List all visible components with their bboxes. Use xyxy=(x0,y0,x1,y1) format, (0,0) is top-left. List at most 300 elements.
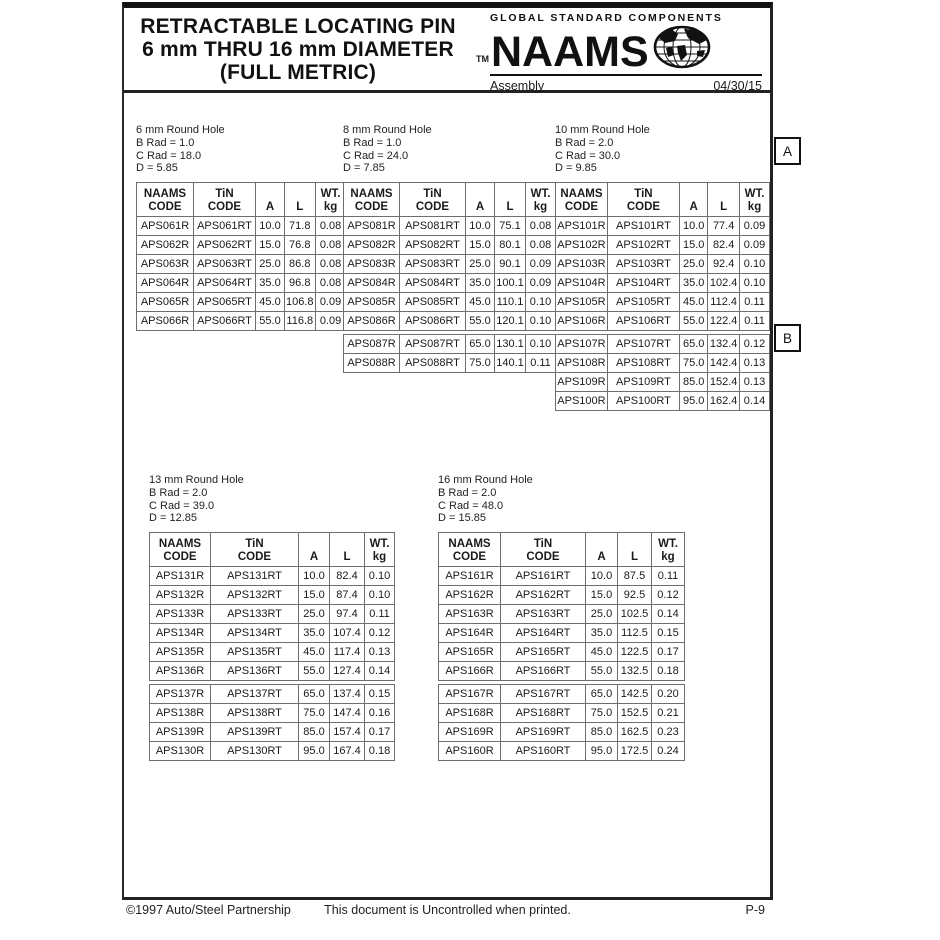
table-cell: APS165R xyxy=(439,643,501,662)
table-cell: 65.0 xyxy=(680,335,708,354)
parts-table-10mm xyxy=(555,182,770,411)
table-cell: 82.4 xyxy=(708,236,740,255)
column-header: L xyxy=(285,183,316,217)
table-row xyxy=(344,312,556,331)
table-row xyxy=(137,312,347,331)
table-cell: 85.0 xyxy=(299,723,330,742)
table-cell: 35.0 xyxy=(680,274,708,293)
table-cell: APS165RT xyxy=(501,643,586,662)
table-cell: 55.0 xyxy=(586,662,618,681)
column-header: A xyxy=(586,533,618,567)
table-cell: 0.10 xyxy=(740,274,770,293)
table-row xyxy=(556,255,770,274)
table-cell: 82.4 xyxy=(330,567,365,586)
column-header: NAAMS CODE xyxy=(150,533,211,567)
table-title: 10 mm Round Hole xyxy=(555,124,650,136)
table-cell: APS081RT xyxy=(400,217,466,236)
table-row xyxy=(137,255,347,274)
table-cell: 35.0 xyxy=(256,274,285,293)
table-cell: 0.08 xyxy=(315,217,346,236)
column-header: NAAMS CODE xyxy=(556,183,608,217)
column-header: TiN CODE xyxy=(194,183,256,217)
table-cell: 130.1 xyxy=(495,335,526,354)
column-header: L xyxy=(330,533,365,567)
table-cell: APS169R xyxy=(439,723,501,742)
table-row xyxy=(344,335,556,354)
column-header: WT. kg xyxy=(740,183,770,217)
table-cell: APS136R xyxy=(150,662,211,681)
table-cell: APS100R xyxy=(556,392,608,411)
table-cell: APS107R xyxy=(556,335,608,354)
table-cell: 0.15 xyxy=(652,624,685,643)
spec-line: B Rad = 2.0 xyxy=(149,486,208,499)
spec-line: B Rad = 1.0 xyxy=(343,136,402,149)
table-cell: 0.10 xyxy=(526,335,556,354)
table-cell: 106.8 xyxy=(285,293,316,312)
table-cell: APS138RT xyxy=(211,704,299,723)
table-info-10mm xyxy=(555,124,770,175)
spec-line: B Rad = 1.0 xyxy=(136,136,195,149)
table-row xyxy=(150,704,395,723)
table-cell: APS130R xyxy=(150,742,211,761)
table-cell: APS132R xyxy=(150,586,211,605)
table-group-13mm xyxy=(149,474,395,761)
page-title xyxy=(130,15,466,84)
table-cell: 147.4 xyxy=(330,704,365,723)
table-cell: 65.0 xyxy=(586,685,618,704)
table-cell: 142.4 xyxy=(708,354,740,373)
table-cell: APS131RT xyxy=(211,567,299,586)
table-cell: 132.5 xyxy=(618,662,652,681)
uncontrolled-notice: This document is Uncontrolled when printed. xyxy=(324,903,571,917)
table-row xyxy=(556,236,770,255)
table-row xyxy=(556,217,770,236)
table-cell: 0.17 xyxy=(365,723,395,742)
table-row xyxy=(344,236,556,255)
column-header: NAAMS CODE xyxy=(344,183,400,217)
table-cell: 35.0 xyxy=(466,274,495,293)
column-header: NAAMS CODE xyxy=(137,183,194,217)
table-cell: 127.4 xyxy=(330,662,365,681)
data-table xyxy=(343,182,556,331)
table-specs xyxy=(343,137,556,175)
table-cell: 0.20 xyxy=(652,685,685,704)
table-cell: APS162R xyxy=(439,586,501,605)
table-cell: 15.0 xyxy=(299,586,330,605)
spec-line: C Rad = 30.0 xyxy=(555,149,621,162)
data-table xyxy=(438,532,685,681)
column-header: WT. kg xyxy=(652,533,685,567)
table-cell: APS160RT xyxy=(501,742,586,761)
table-cell: 102.4 xyxy=(708,274,740,293)
column-header: TiN CODE xyxy=(501,533,586,567)
table-cell: 122.4 xyxy=(708,312,740,331)
table-cell: 85.0 xyxy=(680,373,708,392)
table-cell: 87.5 xyxy=(618,567,652,586)
data-table xyxy=(438,684,685,761)
table-cell: 142.5 xyxy=(618,685,652,704)
table-cell: 0.15 xyxy=(365,685,395,704)
table-row xyxy=(344,354,556,373)
table-cell: 152.4 xyxy=(708,373,740,392)
table-cell: 0.10 xyxy=(526,312,556,331)
table-cell: APS066R xyxy=(137,312,194,331)
table-cell: APS164RT xyxy=(501,624,586,643)
table-cell: 0.12 xyxy=(365,624,395,643)
table-cell: 112.4 xyxy=(708,293,740,312)
table-cell: APS162RT xyxy=(501,586,586,605)
table-row xyxy=(150,662,395,681)
table-cell: 107.4 xyxy=(330,624,365,643)
document-sheet xyxy=(122,2,773,900)
table-cell: 0.11 xyxy=(652,567,685,586)
spec-line: D = 12.85 xyxy=(149,512,198,525)
table-cell: APS101R xyxy=(556,217,608,236)
table-row xyxy=(556,354,770,373)
table-cell: 10.0 xyxy=(680,217,708,236)
table-cell: 25.0 xyxy=(680,255,708,274)
table-cell: APS062R xyxy=(137,236,194,255)
table-info-13mm xyxy=(149,474,395,525)
column-header: A xyxy=(256,183,285,217)
data-table xyxy=(555,334,770,411)
table-cell: APS109RT xyxy=(607,373,679,392)
table-cell: 15.0 xyxy=(586,586,618,605)
column-header: A xyxy=(299,533,330,567)
table-cell: 65.0 xyxy=(466,335,495,354)
table-cell: APS135R xyxy=(150,643,211,662)
table-row xyxy=(137,293,347,312)
table-cell: APS107RT xyxy=(607,335,679,354)
column-header: A xyxy=(466,183,495,217)
table-cell: APS065RT xyxy=(194,293,256,312)
table-row xyxy=(439,643,685,662)
table-cell: APS102RT xyxy=(607,236,679,255)
table-cell: 0.09 xyxy=(740,236,770,255)
table-cell: 122.5 xyxy=(618,643,652,662)
table-row xyxy=(150,567,395,586)
table-cell: APS161R xyxy=(439,567,501,586)
table-row xyxy=(439,586,685,605)
page-footer xyxy=(122,903,773,923)
table-specs xyxy=(149,487,395,525)
table-row xyxy=(150,742,395,761)
table-cell: 25.0 xyxy=(586,605,618,624)
table-cell: 45.0 xyxy=(466,293,495,312)
table-row xyxy=(439,605,685,624)
brand-row xyxy=(476,24,762,76)
table-cell: 80.1 xyxy=(495,236,526,255)
table-cell: APS132RT xyxy=(211,586,299,605)
spec-line: C Rad = 18.0 xyxy=(136,149,202,162)
table-cell: 35.0 xyxy=(586,624,618,643)
table-cell: 45.0 xyxy=(299,643,330,662)
table-cell: 100.1 xyxy=(495,274,526,293)
spec-line: D = 5.85 xyxy=(136,162,178,175)
table-cell: APS061R xyxy=(137,217,194,236)
table-cell: 75.0 xyxy=(680,354,708,373)
spec-line: B Rad = 2.0 xyxy=(555,136,614,149)
table-specs xyxy=(438,487,685,525)
table-cell: 55.0 xyxy=(680,312,708,331)
data-table xyxy=(149,684,395,761)
table-row xyxy=(439,624,685,643)
data-table xyxy=(555,182,770,331)
table-row xyxy=(556,312,770,331)
table-cell: 117.4 xyxy=(330,643,365,662)
column-header: L xyxy=(708,183,740,217)
table-cell: 0.18 xyxy=(652,662,685,681)
table-cell: 75.0 xyxy=(466,354,495,373)
table-cell: APS108R xyxy=(556,354,608,373)
table-row xyxy=(556,335,770,354)
table-cell: APS084R xyxy=(344,274,400,293)
copyright-text: ©1997 Auto/Steel Partnership xyxy=(126,903,291,917)
table-cell: APS082R xyxy=(344,236,400,255)
parts-table-13mm xyxy=(149,532,395,761)
table-cell: APS085R xyxy=(344,293,400,312)
table-cell: 0.09 xyxy=(526,274,556,293)
table-cell: 102.5 xyxy=(618,605,652,624)
table-cell: 162.5 xyxy=(618,723,652,742)
table-cell: 0.10 xyxy=(740,255,770,274)
table-cell: APS168RT xyxy=(501,704,586,723)
table-cell: APS064R xyxy=(137,274,194,293)
table-cell: 0.12 xyxy=(740,335,770,354)
data-table xyxy=(136,182,347,331)
table-cell: APS130RT xyxy=(211,742,299,761)
globe-icon xyxy=(652,24,712,75)
table-cell: APS133R xyxy=(150,605,211,624)
table-cell: APS105R xyxy=(556,293,608,312)
table-cell: 0.09 xyxy=(315,312,346,331)
table-row xyxy=(150,643,395,662)
spec-line: D = 15.85 xyxy=(438,512,487,525)
table-cell: 35.0 xyxy=(299,624,330,643)
table-row xyxy=(439,742,685,761)
table-info-16mm xyxy=(438,474,685,525)
table-cell: APS139RT xyxy=(211,723,299,742)
table-cell: APS082RT xyxy=(400,236,466,255)
column-header: L xyxy=(618,533,652,567)
table-cell: APS063R xyxy=(137,255,194,274)
table-cell: APS134R xyxy=(150,624,211,643)
table-cell: APS166RT xyxy=(501,662,586,681)
table-cell: 71.8 xyxy=(285,217,316,236)
naams-logo-block xyxy=(476,12,762,93)
table-cell: APS106R xyxy=(556,312,608,331)
table-cell: 15.0 xyxy=(256,236,285,255)
data-table xyxy=(149,532,395,681)
table-cell: APS087R xyxy=(344,335,400,354)
table-cell: APS163R xyxy=(439,605,501,624)
table-cell: 0.10 xyxy=(365,586,395,605)
table-cell: 25.0 xyxy=(466,255,495,274)
table-cell: APS105RT xyxy=(607,293,679,312)
table-cell: 97.4 xyxy=(330,605,365,624)
table-cell: 45.0 xyxy=(586,643,618,662)
table-row xyxy=(344,255,556,274)
spec-line: D = 9.85 xyxy=(555,162,597,175)
table-cell: APS064RT xyxy=(194,274,256,293)
spec-line: D = 7.85 xyxy=(343,162,385,175)
brand-name: NAAMS xyxy=(491,28,649,76)
table-cell: 0.16 xyxy=(365,704,395,723)
table-cell: 152.5 xyxy=(618,704,652,723)
table-row xyxy=(150,605,395,624)
table-cell: APS100RT xyxy=(607,392,679,411)
table-row xyxy=(439,662,685,681)
table-cell: 65.0 xyxy=(299,685,330,704)
table-title: 6 mm Round Hole xyxy=(136,124,225,136)
category-label: Assembly xyxy=(490,79,545,93)
table-title: 16 mm Round Hole xyxy=(438,474,533,486)
table-cell: 116.8 xyxy=(285,312,316,331)
table-cell: 132.4 xyxy=(708,335,740,354)
data-table xyxy=(343,334,556,373)
table-cell: APS063RT xyxy=(194,255,256,274)
spec-line: B Rad = 2.0 xyxy=(438,486,497,499)
table-cell: APS083RT xyxy=(400,255,466,274)
table-cell: APS101RT xyxy=(607,217,679,236)
revision-date: 04/30/15 xyxy=(713,79,762,93)
table-group-16mm xyxy=(438,474,685,761)
table-row xyxy=(439,567,685,586)
table-cell: 0.08 xyxy=(315,236,346,255)
table-cell: APS083R xyxy=(344,255,400,274)
table-cell: 95.0 xyxy=(299,742,330,761)
column-header: TiN CODE xyxy=(400,183,466,217)
spec-line: C Rad = 48.0 xyxy=(438,499,504,512)
table-cell: 15.0 xyxy=(680,236,708,255)
table-cell: 120.1 xyxy=(495,312,526,331)
table-cell: APS163RT xyxy=(501,605,586,624)
trademark-symbol: TM xyxy=(476,54,489,64)
table-cell: APS103R xyxy=(556,255,608,274)
table-cell: 95.0 xyxy=(680,392,708,411)
column-header: L xyxy=(495,183,526,217)
table-cell: 15.0 xyxy=(466,236,495,255)
parts-table-6mm xyxy=(136,182,347,331)
table-cell: 0.10 xyxy=(365,567,395,586)
table-cell: APS066RT xyxy=(194,312,256,331)
table-group-8mm xyxy=(343,124,556,373)
column-header: A xyxy=(680,183,708,217)
table-cell: APS134RT xyxy=(211,624,299,643)
table-row xyxy=(150,723,395,742)
table-cell: 77.4 xyxy=(708,217,740,236)
table-row xyxy=(344,293,556,312)
table-cell: APS084RT xyxy=(400,274,466,293)
table-cell: APS131R xyxy=(150,567,211,586)
table-row xyxy=(344,274,556,293)
table-cell: APS062RT xyxy=(194,236,256,255)
table-cell: APS167R xyxy=(439,685,501,704)
table-row xyxy=(150,586,395,605)
table-cell: 172.5 xyxy=(618,742,652,761)
table-cell: APS135RT xyxy=(211,643,299,662)
table-cell: APS065R xyxy=(137,293,194,312)
table-cell: 55.0 xyxy=(466,312,495,331)
logo-tagline: GLOBAL STANDARD COMPONENTS xyxy=(490,12,723,24)
table-group-10mm xyxy=(555,124,770,411)
table-row xyxy=(556,373,770,392)
table-cell: APS164R xyxy=(439,624,501,643)
table-cell: 45.0 xyxy=(680,293,708,312)
table-cell: 76.8 xyxy=(285,236,316,255)
parts-table-8mm xyxy=(343,182,556,373)
table-cell: 0.11 xyxy=(365,605,395,624)
table-cell: 0.13 xyxy=(740,373,770,392)
table-cell: 0.12 xyxy=(652,586,685,605)
table-cell: 90.1 xyxy=(495,255,526,274)
table-cell: 0.13 xyxy=(740,354,770,373)
table-cell: APS108RT xyxy=(607,354,679,373)
table-row xyxy=(137,274,347,293)
table-cell: 55.0 xyxy=(299,662,330,681)
table-info-6mm xyxy=(136,124,347,175)
table-cell: 85.0 xyxy=(586,723,618,742)
table-cell: APS167RT xyxy=(501,685,586,704)
table-cell: 10.0 xyxy=(466,217,495,236)
table-cell: 0.08 xyxy=(315,255,346,274)
table-cell: APS104R xyxy=(556,274,608,293)
table-cell: 0.09 xyxy=(315,293,346,312)
table-row xyxy=(556,274,770,293)
table-cell: APS088R xyxy=(344,354,400,373)
table-row xyxy=(556,293,770,312)
table-cell: 0.09 xyxy=(526,255,556,274)
table-specs xyxy=(555,137,770,175)
table-cell: 10.0 xyxy=(256,217,285,236)
table-cell: APS166R xyxy=(439,662,501,681)
column-header: WT. kg xyxy=(526,183,556,217)
table-cell: APS086RT xyxy=(400,312,466,331)
table-cell: 86.8 xyxy=(285,255,316,274)
table-cell: 0.11 xyxy=(526,354,556,373)
table-cell: 0.17 xyxy=(652,643,685,662)
table-cell: 96.8 xyxy=(285,274,316,293)
table-cell: 110.1 xyxy=(495,293,526,312)
table-cell: 140.1 xyxy=(495,354,526,373)
parts-table-16mm xyxy=(438,532,685,761)
table-cell: 45.0 xyxy=(256,293,285,312)
table-cell: APS102R xyxy=(556,236,608,255)
table-cell: APS086R xyxy=(344,312,400,331)
table-cell: 92.4 xyxy=(708,255,740,274)
table-row xyxy=(150,685,395,704)
table-group-6mm xyxy=(136,124,347,331)
table-cell: APS136RT xyxy=(211,662,299,681)
table-cell: APS138R xyxy=(150,704,211,723)
table-cell: 167.4 xyxy=(330,742,365,761)
table-cell: 137.4 xyxy=(330,685,365,704)
table-title: 13 mm Round Hole xyxy=(149,474,244,486)
table-cell: 0.09 xyxy=(740,217,770,236)
table-cell: APS137R xyxy=(150,685,211,704)
table-cell: 0.14 xyxy=(740,392,770,411)
column-header: NAAMS CODE xyxy=(439,533,501,567)
table-cell: APS061RT xyxy=(194,217,256,236)
title-line-1: RETRACTABLE LOCATING PIN xyxy=(140,15,456,38)
table-cell: 25.0 xyxy=(256,255,285,274)
spec-line: C Rad = 39.0 xyxy=(149,499,215,512)
zone-marker-a: A xyxy=(774,137,801,165)
table-cell: 0.14 xyxy=(652,605,685,624)
table-row xyxy=(439,723,685,742)
table-cell: 0.14 xyxy=(365,662,395,681)
title-line-3: (FULL METRIC) xyxy=(219,61,377,84)
